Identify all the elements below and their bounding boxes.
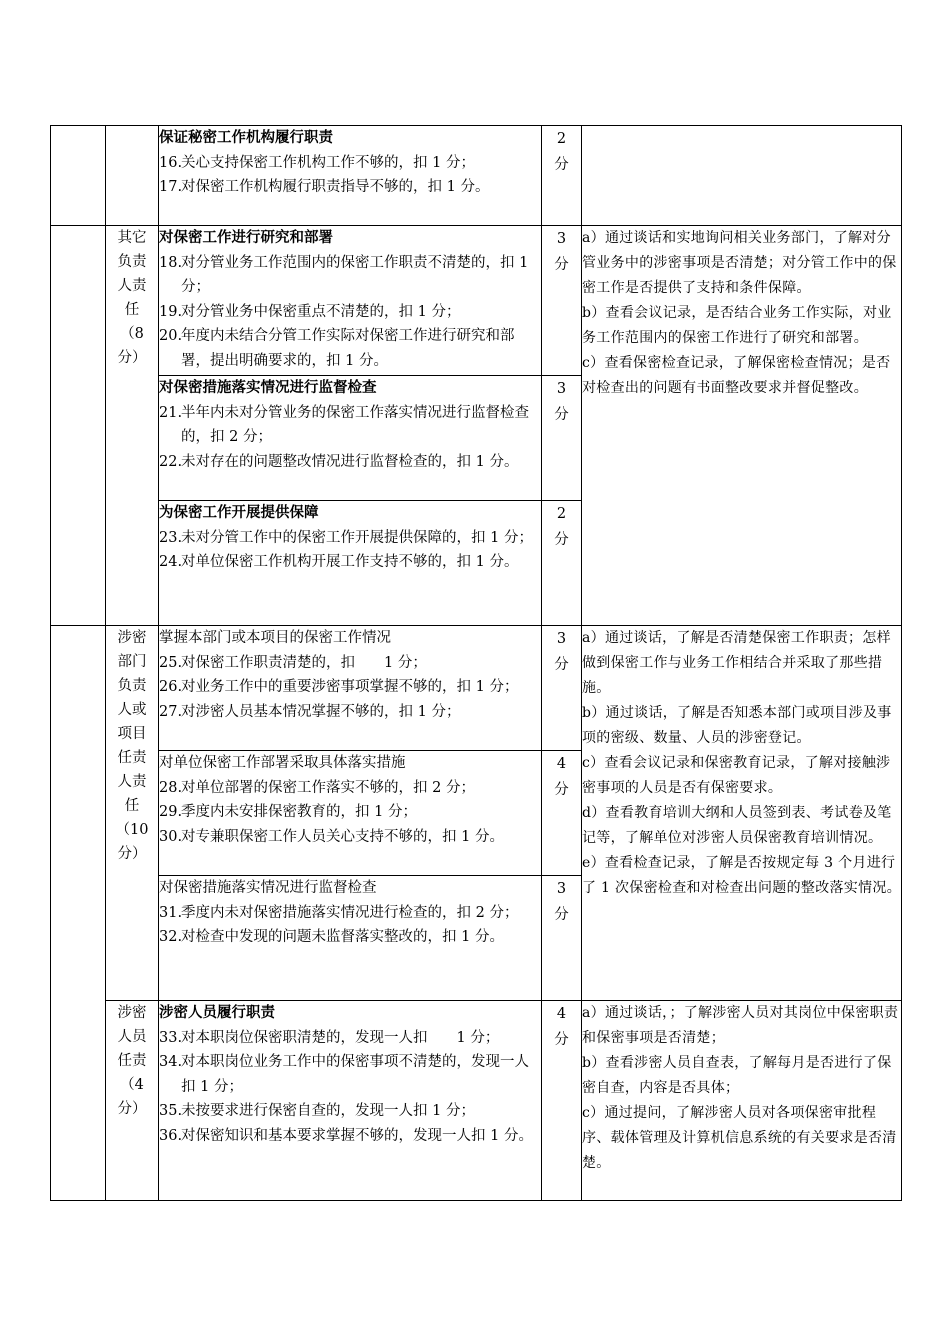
empty-cell — [582, 126, 902, 226]
group-heading: 涉密人员履行职责 — [159, 1004, 275, 1021]
criteria-item: 25.对保密工作职责清楚的，扣 1 分； — [159, 654, 427, 671]
criteria-item: 30.对专兼职保密工作人员关心支持不够的，扣 1 分。 — [159, 828, 504, 845]
score-cell: 2 分 — [542, 501, 582, 626]
score-cell: 4 分 — [542, 1001, 582, 1201]
criteria-item: 34.对本职岗位业务工作中的保密事项不清楚的，发现一人扣 1 分； — [159, 1054, 529, 1095]
criteria-item: 29.季度内未安排保密教育的，扣 1 分； — [159, 804, 417, 820]
criteria-item: 33.对本职岗位保密职清楚的，发现一人扣 1 分； — [159, 1029, 500, 1046]
criteria-item: 35.未按要求进行保密自查的，发现一人扣 1 分； — [159, 1103, 475, 1119]
score-cell: 4 分 — [542, 751, 582, 876]
criteria-item: 36.对保密知识和基本要求掌握不够的，发现一人扣 1 分。 — [159, 1127, 533, 1144]
criteria-item: 24.对单位保密工作机构开展工作支持不够的，扣 1 分。 — [159, 554, 519, 570]
table-row — [51, 226, 902, 376]
empty-cell — [51, 126, 106, 226]
empty-cell — [51, 226, 106, 626]
category-other: 其它 负责 人责 任 （8 分） — [106, 226, 159, 626]
criteria-item: 23.未对分管工作中的保密工作开展提供保障的，扣 1 分； — [159, 529, 533, 546]
group-heading: 对单位保密工作部署采取具体落实措施 — [159, 755, 406, 771]
criteria-cell — [159, 751, 542, 876]
group-heading: 对保密措施落实情况进行监督检查 — [159, 880, 377, 896]
table-row — [51, 126, 902, 226]
criteria-cell — [159, 126, 542, 226]
criteria-item: 28.对单位部署的保密工作落实不够的，扣 2 分； — [159, 779, 475, 796]
criteria-cell — [159, 376, 542, 501]
criteria-item: 32.对检查中发现的问题未监督落实整改的，扣 1 分。 — [159, 929, 504, 945]
criteria-cell — [159, 626, 542, 751]
score-cell: 3 分 — [542, 876, 582, 1001]
criteria-item: 21.半年内未对分管业务的保密工作落实情况进行监督检查的，扣 2 分； — [159, 404, 529, 445]
criteria-cell — [159, 501, 542, 626]
criteria-cell — [159, 1001, 542, 1201]
criteria-item: 16.关心支持保密工作机构工作不够的，扣 1 分； — [159, 154, 475, 171]
score-cell: 3 分 — [542, 626, 582, 751]
assessment-table — [50, 125, 902, 1201]
criteria-item: 22.未对存在的问题整改情况进行监督检查的，扣 1 分。 — [159, 453, 519, 470]
category-dept: 涉密 部门 负责 人或 项目 任责 人责 任 （10 分） — [106, 626, 159, 1001]
score-cell: 3 分 — [542, 226, 582, 376]
criteria-item: 20.年度内未结合分管工作实际对保密工作进行研究和部署，提出明确要求的，扣 1 分。 — [159, 328, 515, 369]
criteria-cell — [159, 876, 542, 1001]
table-row — [51, 1001, 902, 1201]
empty-cell — [51, 626, 106, 1201]
group-heading: 对保密措施落实情况进行监督检查 — [159, 379, 377, 396]
method-cell: a）通过谈话，；了解涉密人员对其岗位中保密职责和保密事项是否清楚； b）查看涉密人员自查表，了解每月是否进行了保密自查，内容是否具体； c）通过提问，了解涉密人员对各项保密审批程序、载体管理及计算机信息系统的有关要求是否清楚。 — [582, 1001, 902, 1201]
criteria-item: 27.对涉密人员基本情况掌握不够的，扣 1 分； — [159, 703, 461, 720]
method-cell: a）通过谈话，了解是否清楚保密工作职责；怎样做到保密工作与业务工作相结合并采取了那些措施。 b）通过谈话，了解是否知悉本部门或项目涉及事项的密级、数量、人员的涉密登记。 c）查看会议记录和保密教育记录，了解对接触涉密事项的人员是否有保密要求。 d）查看教育培训大纲和人员签到表、考试卷及笔记等，了解单位对涉密人员保密教育培训情况。 e）查看检查记录，了解是否按规定每 3 个月进行了 1 次保密检查和对检查出问题的整改落实情况。 — [582, 626, 902, 1001]
criteria-item: 31.季度内未对保密措施落实情况进行检查的，扣 2 分； — [159, 904, 519, 921]
group-heading: 对保密工作进行研究和部署 — [159, 229, 333, 246]
table-row — [51, 626, 902, 751]
criteria-item: 17.对保密工作机构履行职责指导不够的，扣 1 分。 — [159, 179, 490, 195]
category-staff: 涉密 人员 任责 （4 分） — [106, 1001, 159, 1201]
criteria-item: 26.对业务工作中的重要涉密事项掌握不够的，扣 1 分； — [159, 679, 519, 695]
group-heading: 掌握本部门或本项目的保密工作情况 — [159, 630, 391, 646]
score-cell: 3 分 — [542, 376, 582, 501]
group-heading: 保证秘密工作机构履行职责 — [159, 129, 333, 146]
score-cell: 2 分 — [542, 126, 582, 226]
criteria-item: 19.对分管业务中保密重点不清楚的，扣 1 分； — [159, 303, 461, 320]
group-heading: 为保密工作开展提供保障 — [159, 504, 319, 521]
empty-cell — [106, 126, 159, 226]
criteria-item: 18.对分管业务工作范围内的保密工作职责不清楚的，扣 1 分； — [159, 254, 529, 295]
method-cell: a）通过谈话和实地询问相关业务部门，了解对分管业务中的涉密事项是否清楚；对分管工作中的保密工作是否提供了支持和条件保障。 b）查看会议记录，是否结合业务工作实际，对业务工作范围内的保密工作进行了研究和部署。 c）查看保密检查记录，了解保密检查情况；是否对检查出的问题有书面整改要求并督促整改。 — [582, 226, 902, 626]
criteria-cell — [159, 226, 542, 376]
